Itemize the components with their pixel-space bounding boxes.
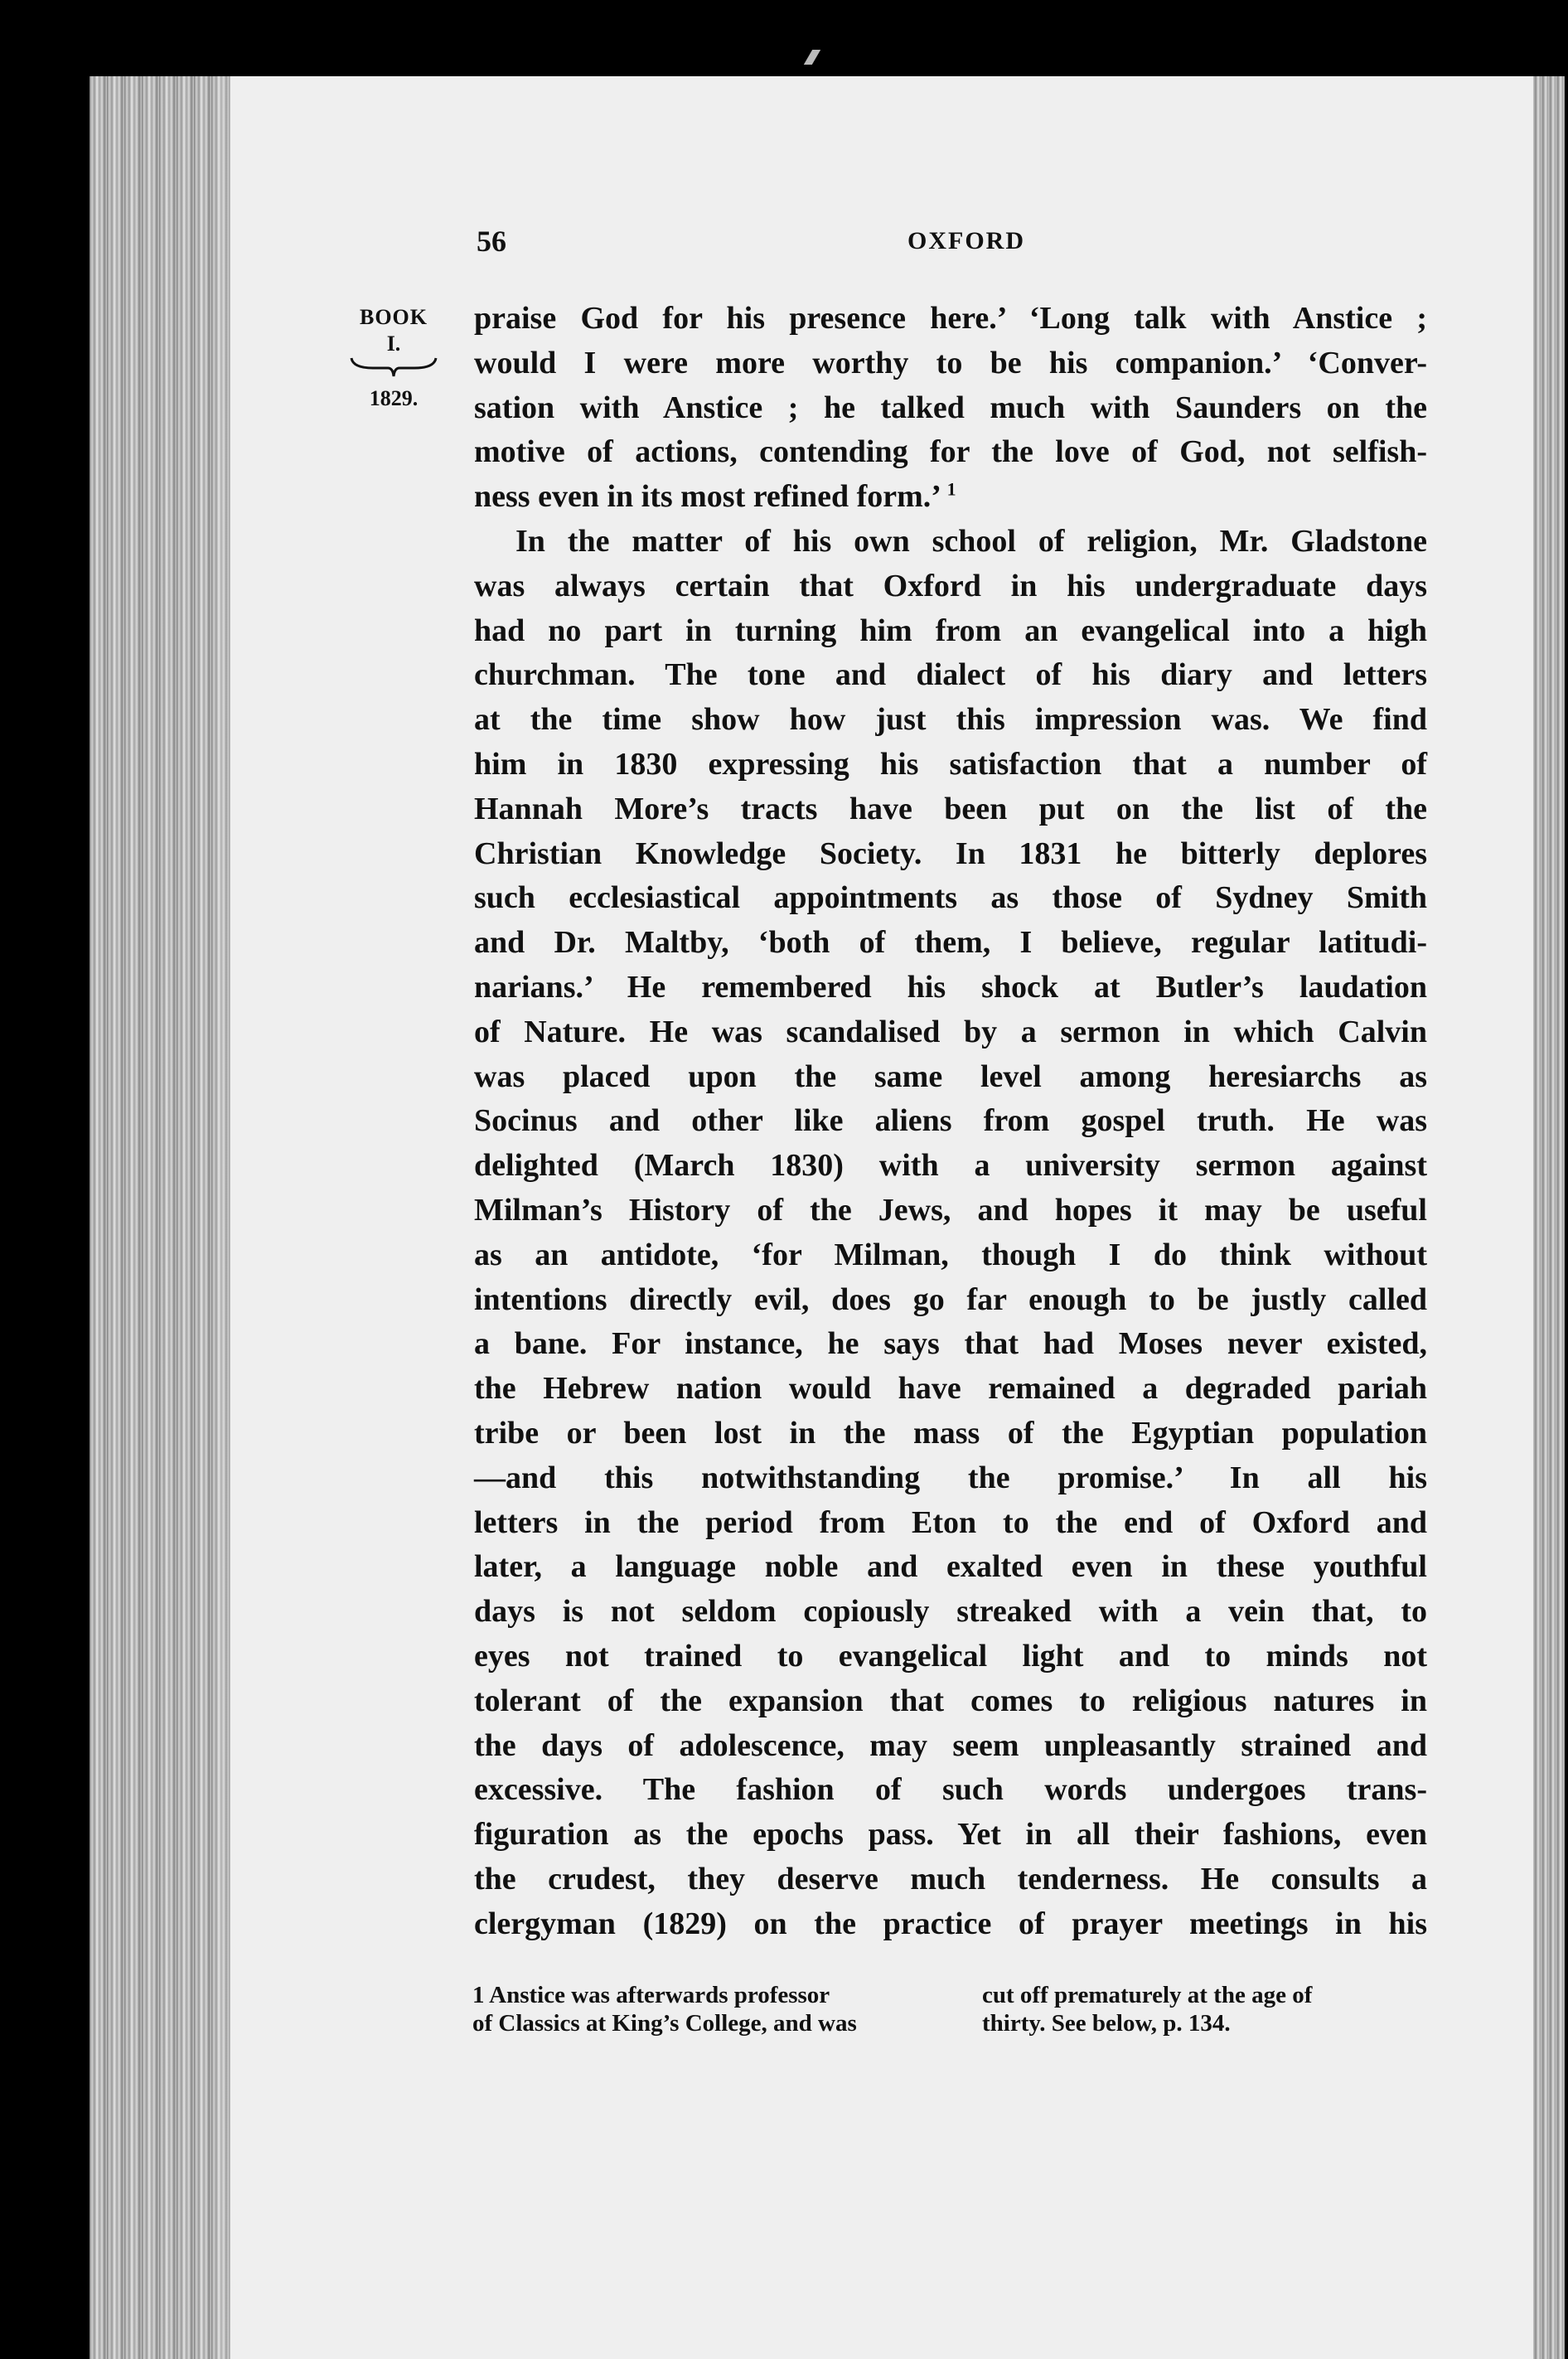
text-line: the Hebrew nation would have remained a degraded pariah [474, 1371, 1427, 1407]
text-line: figuration as the epochs pass. Yet in all their fashions, even [474, 1817, 1427, 1853]
margin-note-volume: I. [386, 332, 401, 356]
text-line-content: ness even in its most refined form.’ [474, 479, 940, 515]
page-binding-edge [90, 76, 230, 2359]
page-right-edge [1533, 76, 1565, 2359]
footnote [472, 1981, 1467, 2047]
text-line: was placed upon the same level among heresiarchs as [474, 1058, 1427, 1094]
text-line: and Dr. Maltby, ‘both of them, I believe, regular latitudi- [474, 925, 1427, 961]
text-line: intentions directly evil, does go far enough to be justly called [474, 1281, 1427, 1317]
footnote-line: of Classics at King’s College, and was [472, 2010, 857, 2037]
text-line: tribe or been lost in the mass of the Egyptian population [474, 1415, 1427, 1451]
brace-icon [348, 356, 439, 378]
text-line: eyes not trained to evangelical light and to minds not [474, 1638, 1427, 1674]
text-line: would I were more worthy to be his companion.’ ‘Conver- [474, 345, 1427, 380]
footnote-left-column [472, 1981, 961, 2037]
text-line: —and this notwithstanding the promise.’ In all his [474, 1460, 1427, 1495]
margin-note-year: 1829. [369, 386, 419, 410]
text-line: him in 1830 expressing his satisfaction that a number of [474, 746, 1427, 782]
text-line: Socinus and other like aliens from gospel truth. He was [474, 1103, 1427, 1139]
text-line: letters in the period from Eton to the end of Oxford and [474, 1504, 1427, 1540]
text-line: the crudest, they deserve much tenderness. He consults a [474, 1861, 1427, 1896]
text-line: praise God for his presence here.’ ‘Long talk with Anstice ; [474, 301, 1427, 336]
text-line: delighted (March 1830) with a university sermon against [474, 1148, 1427, 1184]
text-line [474, 475, 1427, 520]
margin-note-book: BOOK [359, 305, 428, 329]
text-line: Hannah More’s tracts have been put on the list of the [474, 791, 1427, 826]
text-line: narians.’ He remembered his shock at Butler’s laudation [474, 969, 1427, 1005]
page-header [477, 224, 1471, 265]
text-line: clergyman (1829) on the practice of prayer meetings in his [474, 1906, 1427, 1941]
footnote-line: 1 Anstice was afterwards professor [472, 1982, 830, 2008]
text-line: a bane. For instance, he says that had Moses never existed, [474, 1326, 1427, 1362]
text-line: Christian Knowledge Society. In 1831 he bitterly deplores [474, 836, 1427, 871]
body-text [474, 297, 1427, 1946]
text-line: as an antidote, ‘for Milman, though I do think without [474, 1237, 1427, 1272]
text-line: of Nature. He was scandalised by a sermon in which Calvin [474, 1014, 1427, 1049]
text-line: such ecclesiastical appointments as those of Sydney Smith [474, 880, 1427, 916]
text-line: In the matter of his own school of religion, Mr. Gladstone [515, 523, 1427, 559]
margin-note [348, 305, 439, 411]
text-line: the days of adolescence, may seem unpleasantly strained and [474, 1727, 1427, 1763]
text-line: tolerant of the expansion that comes to religious natures in [474, 1683, 1427, 1718]
footnote-right-column [982, 1981, 1471, 2037]
binding-shadow [214, 76, 272, 2359]
text-line: Milman’s History of the Jews, and hopes it may be useful [474, 1192, 1427, 1228]
text-line: motive of actions, contending for the love of God, not selfish- [474, 434, 1427, 470]
text-line: sation with Anstice ; he talked much with Saunders on the [474, 390, 1427, 425]
text-line: at the time show how just this impression was. We find [474, 702, 1427, 738]
footnote-line: thirty. See below, p. 134. [982, 2010, 1231, 2037]
text-line: excessive. The fashion of such words undergoes trans- [474, 1772, 1427, 1808]
scan-mark-icon [804, 50, 820, 65]
text-line: days is not seldom copiously streaked with a vein that, to [474, 1594, 1427, 1630]
text-line: was always certain that Oxford in his undergraduate days [474, 568, 1427, 603]
footnote-reference: 1 [946, 478, 956, 500]
text-line: later, a language noble and exalted even in these youthful [474, 1549, 1427, 1585]
text-line: churchman. The tone and dialect of his diary and letters [474, 657, 1427, 693]
text-line: had no part in turning him from an evangelical into a high [474, 613, 1427, 648]
footnote-line: cut off prematurely at the age of [982, 1982, 1313, 2008]
running-title: OXFORD [907, 227, 1025, 254]
page-number: 56 [477, 225, 506, 258]
